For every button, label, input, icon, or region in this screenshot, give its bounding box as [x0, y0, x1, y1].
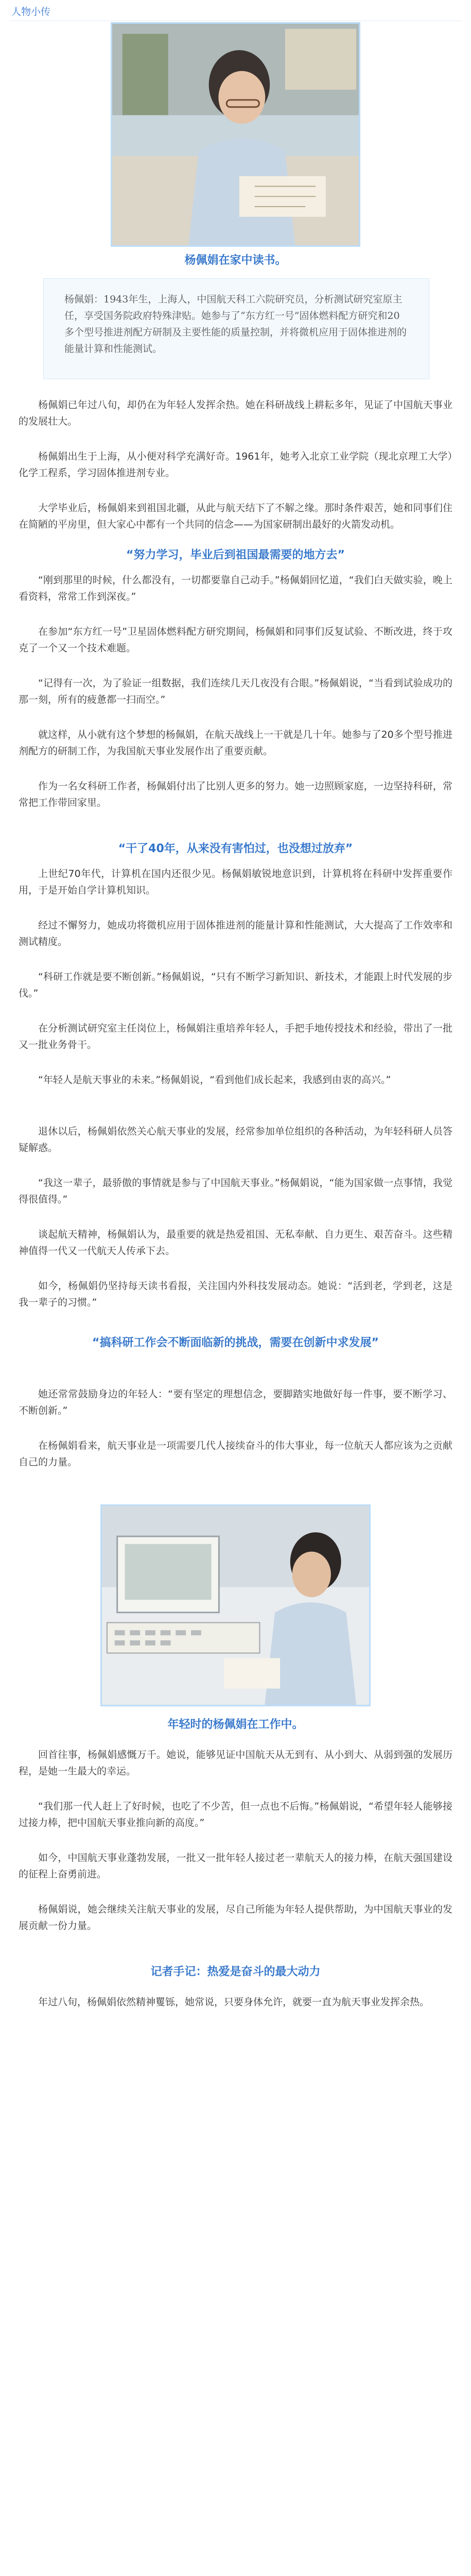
paragraph: “记得有一次，为了验证一组数据，我们连续几天几夜没有合眼。”杨佩娟说，“当看到试验成功的那一刻，所有的疲惫都一扫而空。”: [19, 677, 452, 705]
photo-reading: [111, 22, 360, 247]
paragraph: 杨佩娟已年过八旬，却仍在为年轻人发挥余热。她在科研战线上耕耘多年，见证了中国航天事业的发展壮大。: [19, 399, 452, 427]
bio-box: 杨佩娟：1943年生，上海人，中国航天科工六院研究员，分析测试研究室原主任，享受国务院政府特殊津贴。她参与了“东方红一号”固体燃料配方研究和20多个型号推进剂配方研制及主要性能的质量控制，并将微机应用于固体推进剂的能量计算和性能测试。: [43, 278, 429, 379]
section-heading-1: “努力学习，毕业后到祖国最需要的地方去”: [126, 549, 345, 562]
reading-woman-illustration: [112, 24, 359, 245]
paragraph: 杨佩娟出生于上海，从小便对科学充满好奇。1961年，她考入北京工业学院（现北京理工大学）化学工程系，学习固体推进剂专业。: [19, 451, 452, 479]
paragraph: 大学毕业后，杨佩娟来到祖国北疆，从此与航天结下了不解之缘。那时条件艰苦，她和同事们住在简陋的平房里，但大家心中都有一个共同的信念——为国家研制出最好的火箭发动机。: [19, 502, 452, 530]
column-tag: 人物小传: [11, 6, 51, 18]
photo1-caption: 杨佩娟在家中读书。: [184, 254, 287, 267]
paragraph: 年过八旬，杨佩娟依然精神矍铄，她常说，只要身体允许，就要一直为航天事业发挥余热。: [38, 1996, 430, 2008]
paragraph: 杨佩娟说，她会继续关注航天事业的发展，尽自己所能为年轻人提供帮助，为中国航天事业的发展贡献一份力量。: [19, 1904, 452, 1931]
column-tag-bar: [9, 0, 462, 21]
paragraph: 经过不懈努力，她成功将微机应用于固体推进剂的能量计算和性能测试，大大提高了工作效率和测试精度。: [19, 920, 452, 947]
paragraph: “科研工作就是要不断创新。”杨佩娟说，“只有不断学习新知识、新技术，才能跟上时代发展的步伐。”: [19, 971, 452, 999]
paragraph: 在分析测试研究室主任岗位上，杨佩娟注重培养年轻人，手把手地传授技术和经验，带出了一批又一批业务骨干。: [19, 1023, 452, 1050]
paragraph: 在杨佩娟看来，航天事业是一项需要几代人接续奋斗的伟大事业，每一位航天人都应该为之贡献自己的力量。: [19, 1440, 452, 1468]
photo-working: [100, 1504, 371, 1706]
section-heading-3: “搞科研工作会不断面临新的挑战，需要在创新中求发展”: [92, 1336, 379, 1349]
section-heading-2: “干了40年，从来没有害怕过，也没想过放弃”: [118, 842, 353, 855]
section-heading-4: 记者手记：热爱是奋斗的最大动力: [150, 1965, 321, 1978]
computer-work-illustration: [102, 1506, 369, 1705]
photo2-caption: 年轻时的杨佩娟在工作中。: [167, 1718, 304, 1731]
paragraph: 如今，中国航天事业蓬勃发展，一批又一批年轻人接过老一辈航天人的接力棒，在航天强国建设的征程上奋勇前进。: [19, 1852, 452, 1880]
paragraph: 谈起航天精神，杨佩娟认为，最重要的就是热爱祖国、无私奉献、自力更生、艰苦奋斗。这些精神值得一代又一代航天人传承下去。: [19, 1229, 452, 1257]
paragraph: “刚到那里的时候，什么都没有，一切都要靠自己动手。”杨佩娟回忆道，“我们白天做实验，晚上看资料，常常工作到深夜。”: [19, 574, 452, 602]
paragraph: 回首往事，杨佩娟感慨万千。她说，能够见证中国航天从无到有、从小到大、从弱到强的发展历程，是她一生最大的幸运。: [19, 1749, 452, 1777]
paragraph: “我们那一代人赶上了好时候，也吃了不少苦，但一点也不后悔。”杨佩娟说，“希望年轻人能够接过接力棒，把中国航天事业推向新的高度。”: [19, 1801, 452, 1828]
paragraph: 就这样，从小就有这个梦想的杨佩娟，在航天战线上一干就是几十年。她参与了20多个型号推进剂配方的研制工作，为我国航天事业发展作出了重要贡献。: [19, 729, 452, 757]
paragraph: “年轻人是航天事业的未来。”杨佩娟说，“看到他们成长起来，我感到由衷的高兴。”: [38, 1074, 391, 1086]
paragraph: 退休以后，杨佩娟依然关心航天事业的发展，经常参加单位组织的各种活动，为年轻科研人员答疑解惑。: [19, 1126, 452, 1154]
paragraph: 如今，杨佩娟仍坚持每天读书看报，关注国内外科技发展动态。她说：“活到老，学到老，这是我一辈子的习惯。”: [19, 1280, 452, 1308]
paragraph: 上世纪70年代，计算机在国内还很少见。杨佩娟敏锐地意识到，计算机将在科研中发挥重要作用，于是开始自学计算机知识。: [19, 868, 452, 896]
paragraph: 在参加“东方红一号”卫星固体燃料配方研究期间，杨佩娟和同事们反复试验、不断改进，终于攻克了一个又一个技术难题。: [19, 626, 452, 654]
paragraph: 她还常常鼓励身边的年轻人：“要有坚定的理想信念，要脚踏实地做好每一件事，要不断学习、不断创新。”: [19, 1388, 452, 1416]
paragraph: 作为一名女科研工作者，杨佩娟付出了比别人更多的努力。她一边照顾家庭，一边坚持科研，常常把工作带回家里。: [19, 781, 452, 808]
paragraph: “我这一辈子，最骄傲的事情就是参与了中国航天事业。”杨佩娟说，“能为国家做一点事情，我觉得很值得。”: [19, 1177, 452, 1205]
